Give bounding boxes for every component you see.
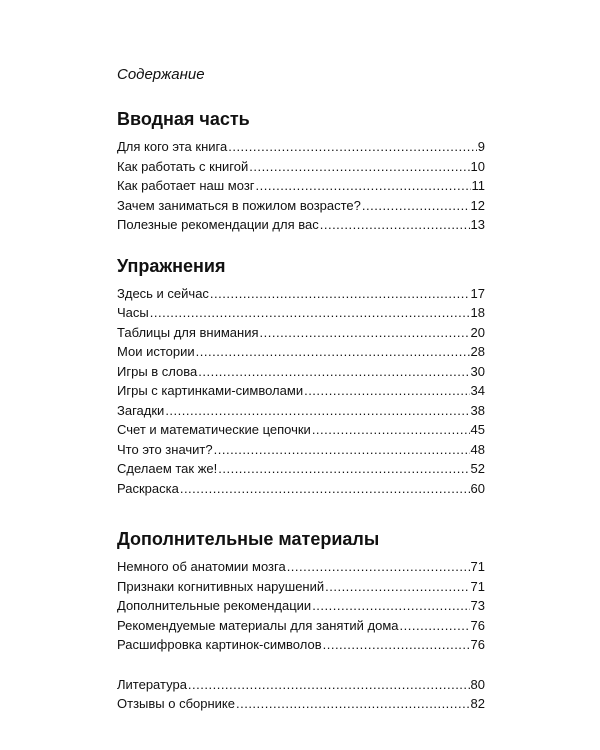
toc-entry[interactable] (117, 381, 485, 401)
section-title: Вводная часть (117, 109, 250, 129)
toc-entry-label: Мои истории (117, 344, 195, 359)
toc-entry-label: Как работать с книгой (117, 158, 249, 174)
section-title: Упражнения (117, 255, 226, 276)
toc-entry-label: Рекомендуемые материалы для занятий дома (117, 617, 399, 633)
toc-entry-label: Игры в слова (117, 363, 198, 379)
toc-entry[interactable] (117, 577, 485, 597)
toc-entry[interactable] (117, 215, 485, 235)
section-title: Дополнительные материалы (117, 529, 380, 549)
toc-entry[interactable] (117, 420, 485, 440)
toc-entry-label: Таблицы для внимания (117, 324, 259, 340)
toc-entry[interactable] (117, 303, 485, 323)
toc-entry-page: 60 (470, 480, 485, 496)
toc-entry-label: Литература (117, 676, 187, 692)
toc-entry-page: 45 (470, 422, 485, 437)
toc-entry[interactable] (117, 176, 485, 196)
toc-leader-dots (165, 401, 469, 421)
toc-entry[interactable] (117, 459, 485, 479)
toc-entry-label: Сделаем так же! (117, 461, 218, 476)
toc-entry-page: 13 (470, 217, 485, 232)
toc-entry[interactable] (117, 137, 485, 157)
toc-leader-dots (218, 459, 469, 479)
toc-entry[interactable] (117, 401, 485, 421)
toc-entry-page: 12 (470, 197, 485, 213)
toc-leader-dots (362, 196, 470, 216)
toc-leader-dots (198, 362, 469, 382)
toc-entry[interactable] (117, 284, 485, 304)
toc-leader-dots (304, 381, 469, 401)
toc-entry[interactable] (117, 635, 485, 655)
toc-entry-label: Дополнительные рекомендации (117, 598, 312, 613)
toc-leader-dots (312, 420, 470, 440)
toc-entry-page: 73 (470, 598, 485, 613)
toc-leader-dots (214, 440, 470, 460)
toc-leader-dots (256, 176, 471, 196)
toc-entry-page: 48 (470, 441, 485, 457)
toc-entry-label: Отзывы о сборнике (117, 696, 235, 711)
spacer (117, 518, 485, 528)
section-additional (117, 528, 485, 655)
toc-entry-page: 9 (477, 139, 485, 154)
toc-entry-label: Счет и математические цепочки (117, 422, 311, 437)
toc-entry-label: Здесь и сейчас (117, 285, 209, 301)
toc-leader-dots (400, 616, 470, 636)
toc-entry[interactable] (117, 323, 485, 343)
toc-entry-page: 76 (470, 617, 485, 633)
toc-leader-dots (325, 577, 469, 597)
toc-entry-page: 34 (470, 383, 485, 398)
toc-leader-dots (236, 694, 470, 714)
toc-entry-label: Как работает наш мозг (117, 178, 255, 193)
toc-entry-label: Раскраска (117, 480, 179, 496)
toc-entry-page: 30 (470, 363, 485, 379)
toc-entry-page: 52 (470, 461, 485, 476)
toc-leader-dots (196, 342, 470, 362)
toc-entry-page: 18 (470, 305, 485, 320)
toc-leader-dots (150, 303, 470, 323)
section-exercises (117, 255, 485, 499)
toc-leader-dots (323, 635, 470, 655)
section-references (117, 675, 485, 714)
toc-entry-label: Что это значит? (117, 441, 213, 457)
toc-entry-label: Часы (117, 305, 149, 320)
toc-entry-label: Признаки когнитивных нарушений (117, 578, 325, 594)
toc-entry[interactable] (117, 157, 485, 177)
toc-leader-dots (228, 137, 477, 157)
toc-leader-dots (249, 157, 469, 177)
toc-entry[interactable] (117, 196, 485, 216)
toc-entry-page: 28 (470, 344, 485, 359)
toc-entry-label: Для кого эта книга (117, 139, 228, 154)
toc-entry-page: 17 (470, 285, 485, 301)
toc-leader-dots (180, 479, 470, 499)
toc-entry[interactable] (117, 362, 485, 382)
toc-entry-page: 10 (470, 158, 485, 174)
table-of-contents (117, 66, 485, 714)
toc-entry-label: Зачем заниматься в пожилом возрасте? (117, 197, 361, 213)
toc-entry[interactable] (117, 342, 485, 362)
toc-leader-dots (210, 284, 470, 304)
toc-entry-label: Загадки (117, 402, 165, 418)
toc-entry-page: 71 (470, 578, 485, 594)
toc-heading: Содержание (117, 66, 205, 83)
toc-entry-page: 80 (470, 676, 485, 692)
toc-entry-page: 82 (470, 696, 485, 711)
toc-entry-page: 11 (471, 178, 485, 193)
toc-leader-dots (312, 596, 469, 616)
toc-leader-dots (188, 675, 470, 695)
toc-entry-page: 38 (470, 402, 485, 418)
toc-entry[interactable] (117, 616, 485, 636)
toc-entry[interactable] (117, 596, 485, 616)
toc-leader-dots (320, 215, 470, 235)
toc-entry-page: 71 (470, 559, 485, 574)
toc-entry-label: Расшифровка картинок-символов (117, 637, 322, 652)
toc-leader-dots (287, 557, 470, 577)
toc-entry[interactable] (117, 694, 485, 714)
toc-entry[interactable] (117, 675, 485, 695)
toc-entry-page: 76 (470, 637, 485, 652)
toc-entry-label: Полезные рекомендации для вас (117, 217, 319, 232)
toc-entry-label: Немного об анатомии мозга (117, 559, 286, 574)
toc-leader-dots (260, 323, 470, 343)
toc-entry[interactable] (117, 479, 485, 499)
toc-entry-label: Игры с картинками-символами (117, 383, 304, 398)
toc-entry[interactable] (117, 557, 485, 577)
toc-entry-page: 20 (470, 324, 485, 340)
toc-entry[interactable] (117, 440, 485, 460)
section-intro (117, 108, 485, 235)
